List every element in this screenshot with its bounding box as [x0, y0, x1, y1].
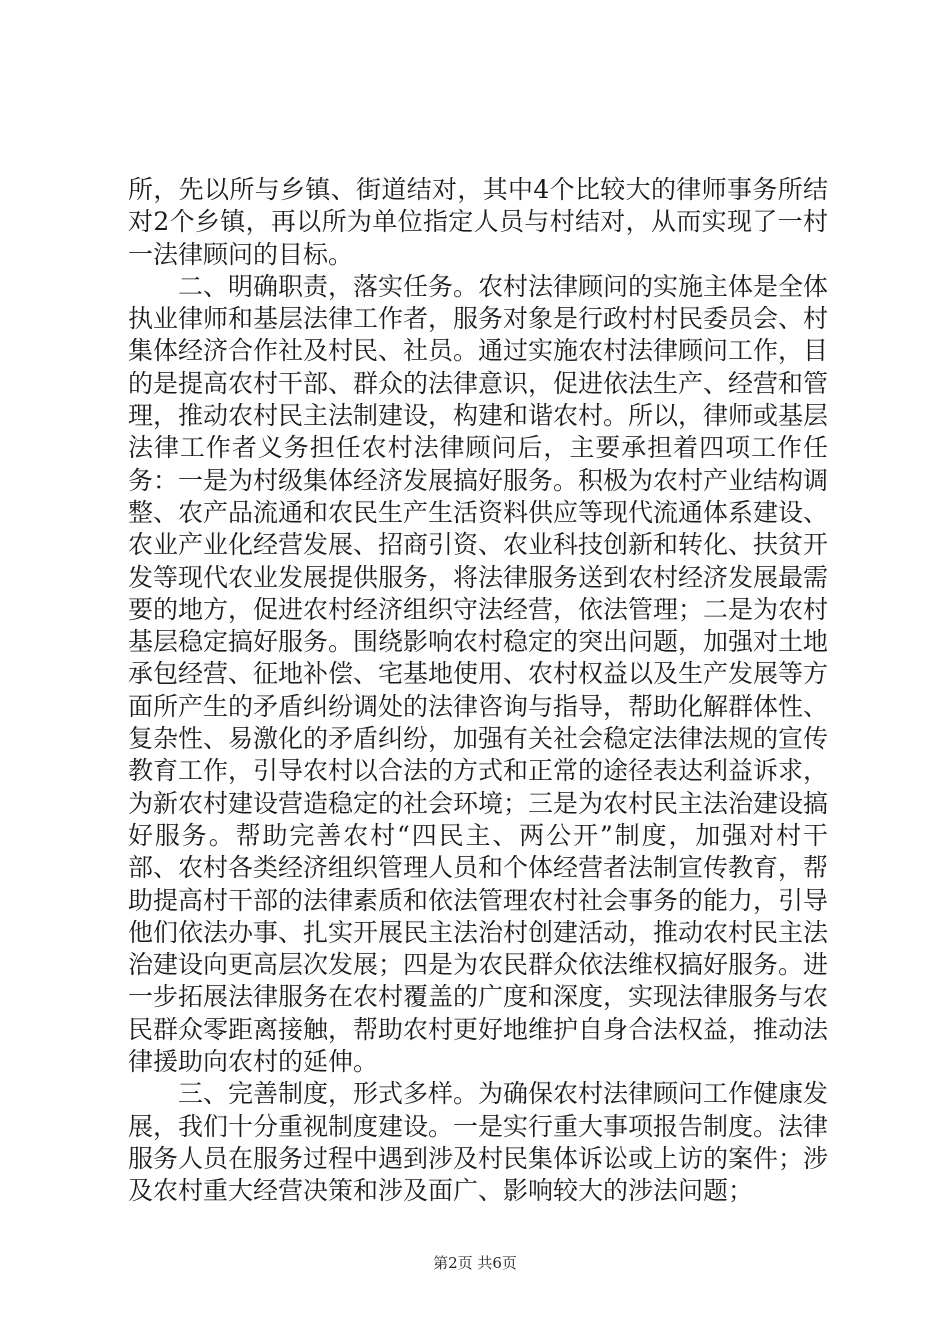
page-number-label: 第2页 共6页	[433, 1254, 517, 1272]
paragraph-continuation: 所，先以所与乡镇、街道结对，其中4个比较大的律师事务所结对2个乡镇，再以所为单位指定人员与村结对，从而实现了一村一法律顾问的目标。	[128, 175, 828, 269]
paragraph-section-three: 三、完善制度，形式多样。为确保农村法律顾问工作健康发展，我们十分重视制度建设。一是实行重大事项报告制度。法律服务人员在服务过程中遇到涉及村民集体诉讼或上访的案件；涉及农村重大经营决策和涉及面广、影响较大的涉法问题；	[128, 1079, 829, 1206]
page-footer	[0, 1252, 950, 1273]
document-body	[128, 174, 828, 1208]
paragraph-section-two: 二、明确职责，落实任务。农村法律顾问的实施主体是全体执业律师和基层法律工作者，服务对象是行政村村民委员会、村集体经济合作社及村民、社员。通过实施农村法律顾问工作，目的是提高农村干部、群众的法律意识，促进依法生产、经营和管理，推动农村民主法制建设，构建和谐农村。所以，律师或基层法律工作者义务担任农村法律顾问后，主要承担着四项工作任务：一是为村级集体经济发展搞好服务。积极为农村产业结构调整、农产品流通和农民生产生活资料供应等现代流通体系建设、农业产业化经营发展、招商引资、农业科技创新和转化、扶贫开发等现代农业发展提供服务，将法律服务送到农村经济发展最需要的地方，促进农村经济组织守法经营，依法管理；二是为农村基层稳定搞好服务。围绕影响农村稳定的突出问题，加强对土地承包经营、征地补偿、宅基地使用、农村权益以及生产发展等方面所产生的矛盾纠纷调处的法律咨询与指导，帮助化解群体性、复杂性、易激化的矛盾纠纷，加强有关社会稳定法律法规的宣传教育工作，引导农村以合法的方式和正常的途径表达利益诉求，为新农村建设营造稳定的社会环境；三是为农村民主法治建设搞好服务。帮助完善农村“四民主、两公开”制度，加强对村干部、农村各类经济组织管理人员和个体经营者法制宣传教育，帮助提高村干部的法律素质和依法管理农村社会事务的能力，引导他们依法办事、扎实开展民主法治村创建活动，推动农村民主法治建设向更高层次发展；四是为农民群众依法维权搞好服务。进一步拓展法律服务在农村覆盖的广度和深度，实现法律服务与农民群众零距离接触，帮助农村更好地维护自身合法权益，推动法律援助向农村的延伸。	[128, 271, 829, 1077]
